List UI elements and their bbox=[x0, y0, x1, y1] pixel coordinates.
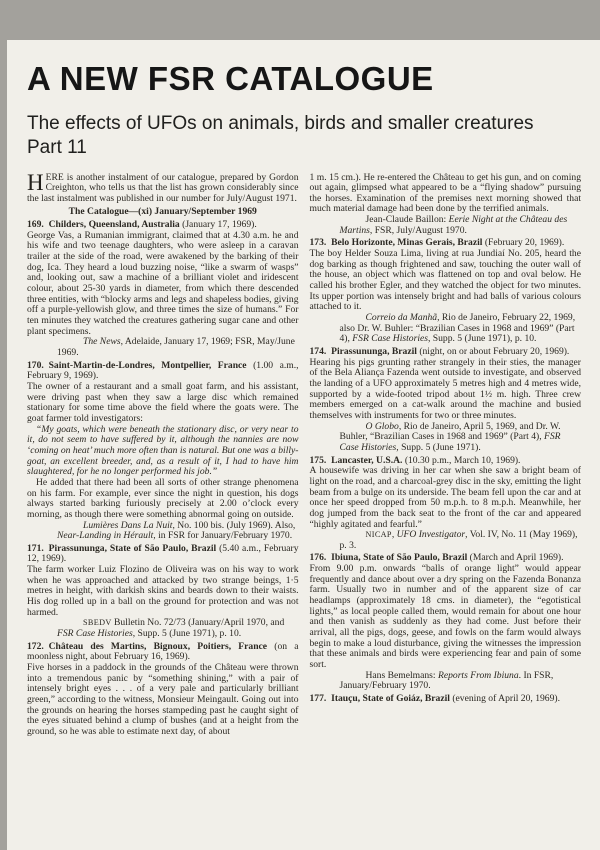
left-column bbox=[27, 169, 299, 738]
entry-heading bbox=[27, 361, 299, 382]
intro-paragraph bbox=[27, 169, 299, 205]
text-segment: ERE is another instalment of our catalogue, prepared by Gordon Creighton, who tells us that the list has grown considerably since the last instalment was published in our number for July/August 1971. bbox=[27, 171, 299, 204]
text-segment: , in FSR for January/February 1970. bbox=[153, 530, 293, 542]
text-segment: FSR Case Histories bbox=[352, 333, 428, 345]
catalogue-section-heading bbox=[27, 207, 299, 218]
text-segment: Reports From Ibiuna bbox=[437, 669, 519, 681]
text-segment: 177. Itauçu, State of Goiáz, Brazil bbox=[309, 693, 450, 705]
text-segment: George Vas, a Rumanian immigrant, claimed that at 4.30 a.m. he and his wife and two teenage daughters, who were asleep in a caravan trailer at the side of the road, were awakened by the barking of their dog, Ica. They heard a loud buzzing noise, “like a swarm of wasps” and, looking out, saw a machine of a brilliant violet and iridescent colour, about 25-30 yards in diameter, from which there descended three entities, with “blocky arms and legs and shapeless bodies, giving off a purple-yellowish glow, and three times the size of humans.” For ten minutes they watched the creatures gathering sugar cane and other plant specimens. bbox=[27, 229, 299, 337]
entry-heading bbox=[27, 544, 299, 565]
body-paragraph bbox=[310, 564, 582, 671]
article-body bbox=[7, 160, 600, 738]
text-segment: From 9.00 p.m. onwards “balls of orange light” would appear frequently and dance about over a dry spring on the Fazenda Bonanza farm. Usually two in number and of the apparent size of car headlamps (approximately 18 cms. in diameter), the “egotistical lights,” as local people called them, would remain for about one hour and then vanish as suddenly as they had come. Just before their arrival, all the pigs, dogs, geese, and fowls on the farm would always begin to make a loud disturbance, giving the witnesses the impression that these animals and birds were experiencing fear and pain of some sort. bbox=[309, 563, 581, 671]
body-paragraph bbox=[310, 173, 582, 216]
text-segment: , FSR, July/August 1970. bbox=[369, 224, 467, 236]
text-segment: 171. Pirassununga, State of São Paulo, Brazil bbox=[27, 542, 217, 554]
source-citation bbox=[27, 337, 299, 358]
text-segment: “My goats, which were beneath the stationary disc, or very near to it, do not seem to have suffered by it, although the nannies are now ‘coming on heat’ much more often than is natural. But one was a billy-goat, an excellent breeder, and, as a result of it, I had to have him slaughtered, for he no longer performed his job.” bbox=[27, 423, 299, 478]
text-segment: Eerie Night at the Château des Martins bbox=[339, 214, 568, 236]
text-segment: , Vol. IV, No. 11 (May 1969), p. 3. bbox=[339, 529, 578, 551]
body-paragraph bbox=[310, 358, 582, 422]
text-segment: , Rio de Janeiro, February 22, 1969, also Dr. W. Buhler: “Brazilian Cases in 1968 and 1969” (Part 4), bbox=[339, 312, 576, 345]
text-segment: (evening of April 20, 1969). bbox=[449, 693, 560, 705]
entry-heading bbox=[310, 694, 582, 705]
text-segment: Lumières Dans La Nuit bbox=[83, 519, 173, 531]
drop-cap: H bbox=[27, 169, 44, 195]
source-citation bbox=[310, 671, 582, 692]
text-segment: , No. 100 bis. (July 1969). Also, bbox=[172, 519, 296, 531]
text-segment: FSR Case Histories bbox=[57, 628, 133, 640]
text-segment: 173. Belo Horizonte, Minas Gerais, Brazil bbox=[309, 237, 483, 249]
source-citation bbox=[310, 215, 582, 236]
text-segment: 174. Pirassununga, Brazil bbox=[309, 346, 417, 358]
text-segment: The News bbox=[83, 336, 121, 348]
text-segment: A housewife was driving in her car when she saw a bright beam of light on the road, and a charcoal-grey disc in the sky, emitting the light beam from a bulge on its underside. The beam fell upon the car and at once her speed dropped from 50 m.p.h. to 8 m.p.h. Meanwhile, her dog jumped from the back seat to the front of the car and appeared “highly agitated and fearful.” bbox=[309, 465, 581, 530]
source-citation bbox=[310, 313, 582, 345]
text-segment: , Rio de Janeiro, April 5, 1969, and Dr. W. Buhler, “Brazilian Cases in 1968 and 1969” (Part 4), bbox=[339, 420, 561, 443]
source-citation bbox=[310, 422, 582, 454]
text-segment: (5.40 a.m., February 12, 1969). bbox=[27, 542, 299, 565]
text-segment: Hans Bemelmans: bbox=[365, 669, 438, 681]
text-segment: (1.00 a.m., February 9, 1969). bbox=[27, 359, 299, 382]
text-segment: SBEDV bbox=[83, 618, 112, 628]
text-segment: (night, on or about February 20, 1969). bbox=[416, 346, 570, 358]
text-segment: (February 20, 1969). bbox=[482, 237, 565, 249]
source-citation bbox=[27, 618, 299, 639]
text-segment: FSR Case Histories bbox=[339, 431, 561, 453]
body-paragraph bbox=[27, 231, 299, 338]
text-segment: UFO Investigator bbox=[396, 529, 466, 541]
text-segment: (March and April 1969). bbox=[467, 552, 564, 564]
text-segment: , bbox=[391, 529, 397, 541]
text-segment: (January 17, 1969). bbox=[179, 219, 257, 231]
text-segment: The boy Helder Souza Lima, living at rua Jundiaí No. 205, heard the dog barking as though frightened and saw, touching the outer wall of the house, an object which was flattened on top and oval below. He called his brother Egler, and they watched the object for two minutes. Its upper portion was intensely bright and had balls of various colours attached to it. bbox=[309, 248, 581, 313]
article-header bbox=[7, 40, 600, 160]
text-segment: . In FSR, January/February 1970. bbox=[339, 669, 554, 692]
text-segment: The Catalogue—(xi) January/September 1969 bbox=[68, 206, 257, 218]
text-segment: The farm worker Luiz Flozino de Oliveira was on his way to work when he was approached and attacked by two strange beings, 1·5 metres in height, with darkish skins and beards down to their waists. His dog rolled up in a ball on the ground for protection and was not harmed. bbox=[27, 564, 299, 618]
text-segment: Five horses in a paddock in the grounds of the Château were thrown into a tremendous panic by “something shining,” with a pair of intensely bright eyes . . . of a very pale and particularly brilliant green,” according to the witness, Monsieur Meingault. Going out into the grounds on hearing the horses stampeding past he caught sight of the eyes situated behind a clump of bushes (and at a height from the ground, so he was able to estimate next day, of about bbox=[27, 662, 299, 737]
text-segment: 170. Saint-Martin-de-Londres, Montpellier, France bbox=[27, 359, 247, 371]
page-title: A NEW FSR CATALOGUE bbox=[27, 60, 434, 97]
text-segment: , Adelaide, January 17, 1969; FSR, May/June 1969. bbox=[57, 336, 295, 359]
body-paragraph bbox=[310, 466, 582, 530]
right-column bbox=[310, 173, 582, 738]
magazine-page bbox=[7, 40, 600, 850]
page-subtitle bbox=[27, 112, 580, 160]
entry-heading bbox=[27, 642, 299, 663]
text-segment: (10.30 p.m., March 10, 1969). bbox=[402, 454, 521, 466]
text-segment: Near-Landing in Hérault bbox=[57, 530, 154, 542]
text-segment: He added that there had been all sorts of other strange phenomena on his farm. For example, ever since the night in question, his dogs always started barking furiously precisely at 2.00 o’clock every morning, as though there were something abnormal going on outside. bbox=[27, 476, 299, 520]
subtitle-line-2: Part 11 bbox=[27, 136, 87, 158]
text-segment: Bulletin No. 72/73 (January/April 1970, and bbox=[111, 617, 285, 629]
text-segment: , Supp. 5 (June 1971), p. 10. bbox=[427, 333, 537, 345]
text-segment: (on a moonless night, about February 16, 1969). bbox=[27, 640, 299, 663]
text-segment: Correio da Manhã bbox=[365, 312, 438, 324]
source-citation bbox=[27, 521, 299, 542]
text-segment: 176. Ibiuna, State of São Paulo, Brazil bbox=[309, 552, 468, 564]
body-paragraph bbox=[27, 565, 299, 618]
text-segment: NICAP bbox=[365, 530, 392, 540]
text-segment: , Supp. 5 (June 1971). bbox=[396, 441, 481, 453]
body-paragraph bbox=[27, 478, 299, 521]
witness-quote bbox=[27, 425, 299, 478]
text-segment: Jean-Claude Baillon: bbox=[365, 214, 449, 226]
text-segment: 1 m. 15 cm.). He re-entered the Château to get his gun, and on coming out again, glimpsed what appeared to be a “flying shadow” pursuing the horses. Examination of the premises next morning showed that much material damage had been done by the terrified animals. bbox=[309, 171, 581, 215]
source-citation bbox=[310, 530, 582, 551]
text-segment: The owner of a restaurant and a small goat farm, and his assistant, were driving past when they saw a large disc which remained stationary for some time above the field where the goats were. The goat farmer told investigators: bbox=[27, 380, 299, 424]
text-segment: O Globo bbox=[365, 420, 399, 432]
text-segment: , Supp. 5 (June 1971), p. 10. bbox=[132, 628, 242, 640]
text-segment: Hearing his pigs grunting rather strangely in their sties, the manager of the Bela Aliança Fazenda went outside to investigate, and observed the landing of a UFO approximately 5 metres high and 4 metres wide, supported by a wide-footed tripod about 1½ m. high. Three crew members emerged on a cat-walk around the machine and busied themselves with instruments for two or three minutes. bbox=[309, 356, 581, 421]
body-paragraph bbox=[27, 382, 299, 425]
text-segment: 172. Château des Martins, Bignoux, Poitiers, France bbox=[27, 640, 268, 652]
body-paragraph bbox=[310, 249, 582, 313]
text-segment: 169. Childers, Queensland, Australia bbox=[27, 219, 180, 231]
text-segment: 175. Lancaster, U.S.A. bbox=[309, 454, 403, 466]
body-paragraph bbox=[27, 663, 299, 738]
subtitle-line-1: The effects of UFOs on animals, birds and smaller creatures bbox=[27, 112, 534, 134]
